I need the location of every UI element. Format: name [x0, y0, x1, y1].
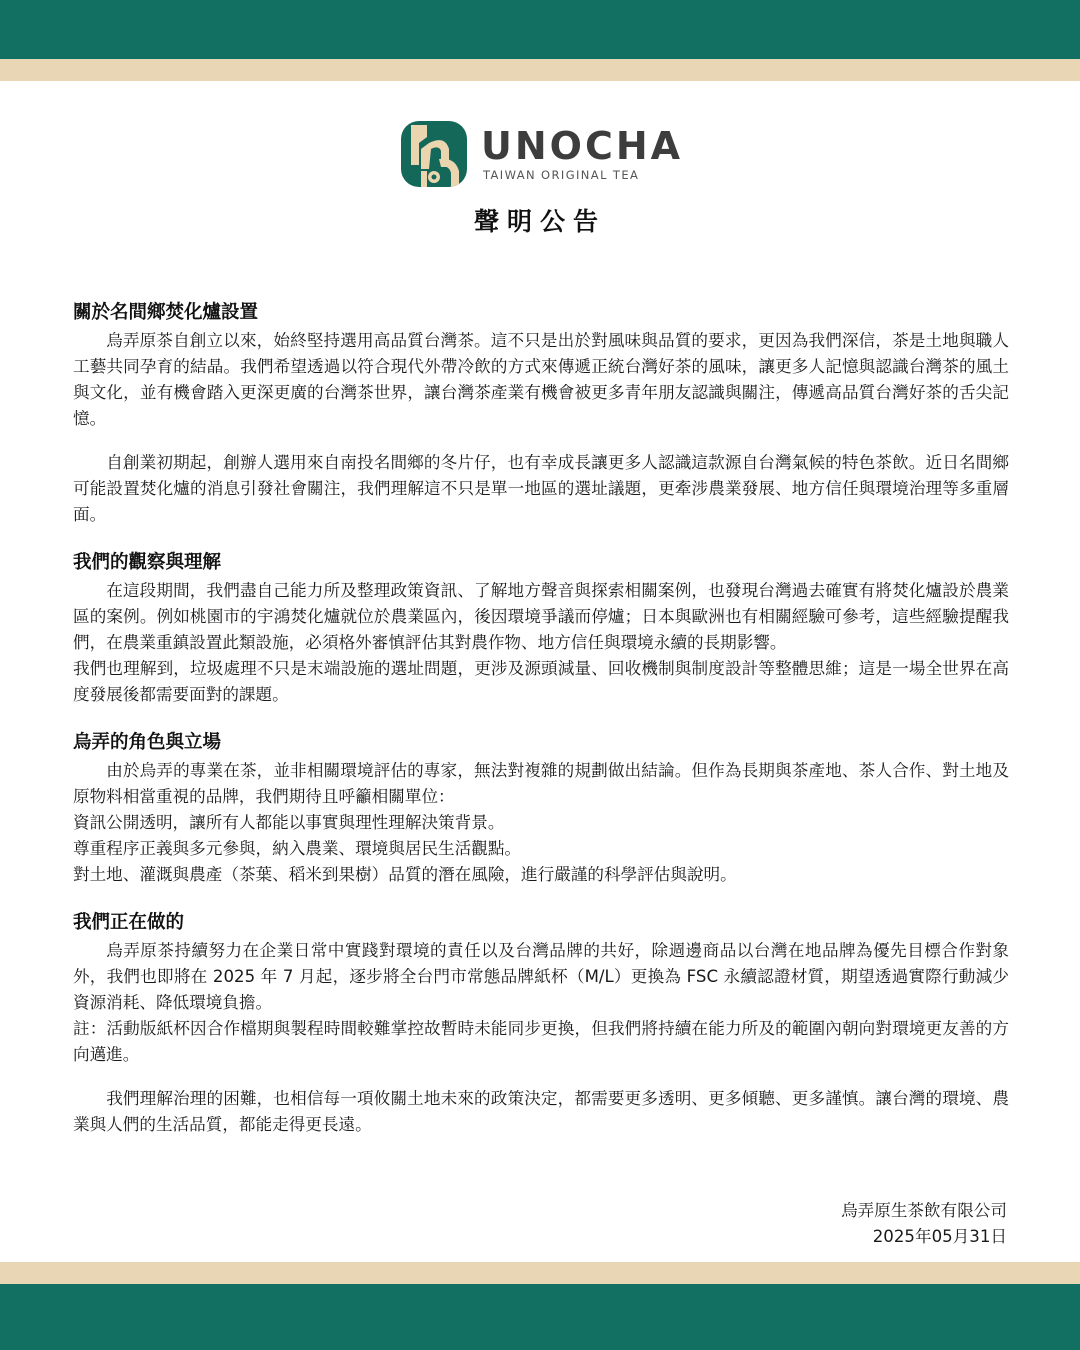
brand-logo [401, 120, 683, 188]
paragraph: 在這段期間，我們盡自己能力所及整理政策資訊、了解地方聲音與探索相關案例，也發現台灣過去確實有將焚化爐設於農業區的案例。例如桃園市的宇鴻焚化爐就位於農業區內，後因環境爭議而停爐；日本與歐洲也有相關經驗可參考，這些經驗提醒我們，在農業重鎮設置此類設施，必須格外審慎評估其對農作物、地方信任與環境永續的長期影響。 [73, 581, 1009, 652]
section [73, 528, 1009, 708]
section-spacer [73, 708, 1009, 728]
header-beige-band [0, 59, 1080, 81]
footer-beige-band [0, 1262, 1080, 1284]
section-spacer [73, 888, 1009, 908]
paragraph: 由於烏弄的專業在茶，並非相關環境評估的專家，無法對複雜的規劃做出結論。但作為長期與茶產地、茶人合作、對土地及原物料相當重視的品牌，我們期待且呼籲相關單位： [73, 761, 1009, 806]
section-spacer [73, 528, 1009, 548]
paragraph: 對土地、灌溉與農產（茶葉、稻米到果樹）品質的潛在風險，進行嚴謹的科學評估與說明。 [73, 865, 737, 884]
document-title: 聲明公告 [473, 207, 606, 236]
paragraph: 資訊公開透明，讓所有人都能以事實與理性理解決策背景。 [73, 813, 505, 832]
paragraph: 註：活動版紙杯因合作檔期與製程時間較難掌控故暫時未能同步更換，但我們將持續在能力所及的範圍內朝向對環境更友善的方向邁進。 [73, 1019, 1009, 1064]
paragraph: 尊重程序正義與多元參與，納入農業、環境與居民生活觀點。 [73, 839, 522, 858]
section [73, 708, 1009, 888]
section [73, 888, 1009, 1138]
signature-block [841, 1198, 1007, 1250]
section-heading: 我們的觀察與理解 [73, 552, 222, 573]
section-heading: 烏弄的角色與立場 [73, 732, 222, 753]
paragraph: 烏弄原茶自創立以來，始終堅持選用高品質台灣茶。這不只是出於對風味與品質的要求，更因為我們深信，茶是土地與職人工藝共同孕育的結晶。我們希望透過以符合現代外帶冷飲的方式來傳遞正統台灣好茶的風味，讓更多人記憶與認識台灣茶的風土與文化，並有機會踏入更深更廣的台灣茶世界，讓台灣茶產業有機會被更多青年朋友認識與關注，傳遞高品質台灣好茶的舌尖記憶。 [73, 331, 1009, 428]
unocha-leaf-logo-icon [401, 121, 467, 187]
paragraph: 烏弄原茶持續努力在企業日常中實踐對環境的責任以及台灣品牌的共好，除週邊商品以台灣在地品牌為優先目標合作對象外，我們也即將在 2025 年 7 月起，逐步將全台門市常態品牌紙杯（M/L）更換為 FSC 永續認證材質，期望透過實際行動減少資源消耗、降低環境負擔。 [73, 941, 1009, 1012]
paragraph: 我們也理解到，垃圾處理不只是末端設施的選址問題，更涉及源頭減量、回收機制與制度設計等整體思維；這是一場全世界在高度發展後都需要面對的課題。 [73, 659, 1009, 704]
paragraph-spacer [73, 1068, 1009, 1086]
paragraph: 我們理解治理的困難，也相信每一項攸關土地未來的政策決定，都需要更多透明、更多傾聽、更多謹慎。讓台灣的環境、農業與人們的生活品質，都能走得更長遠。 [73, 1089, 1009, 1134]
section-heading: 我們正在做的 [73, 912, 185, 933]
footer-green-band [0, 1284, 1080, 1350]
signature-company: 烏弄原生茶飲有限公司 [841, 1201, 1007, 1220]
signature-date: 2025年05月31日 [872, 1227, 1007, 1246]
brand-tagline: TAIWAN ORIGINAL TEA [483, 168, 640, 182]
header-green-band [0, 0, 1080, 59]
paragraph-spacer [73, 432, 1009, 450]
document-body [73, 298, 1009, 1138]
section [73, 298, 1009, 528]
brand-name: UNOCHA [481, 124, 684, 168]
paragraph: 自創業初期起，創辦人選用來自南投名間鄉的冬片仔，也有幸成長讓更多人認識這款源自台灣氣候的特色茶飲。近日名間鄉可能設置焚化爐的消息引發社會關注，我們理解這不只是單一地區的選址議題，更牽涉農業發展、地方信任與環境治理等多重層面。 [73, 453, 1009, 524]
section-heading: 關於名間鄉焚化爐設置 [73, 302, 259, 323]
